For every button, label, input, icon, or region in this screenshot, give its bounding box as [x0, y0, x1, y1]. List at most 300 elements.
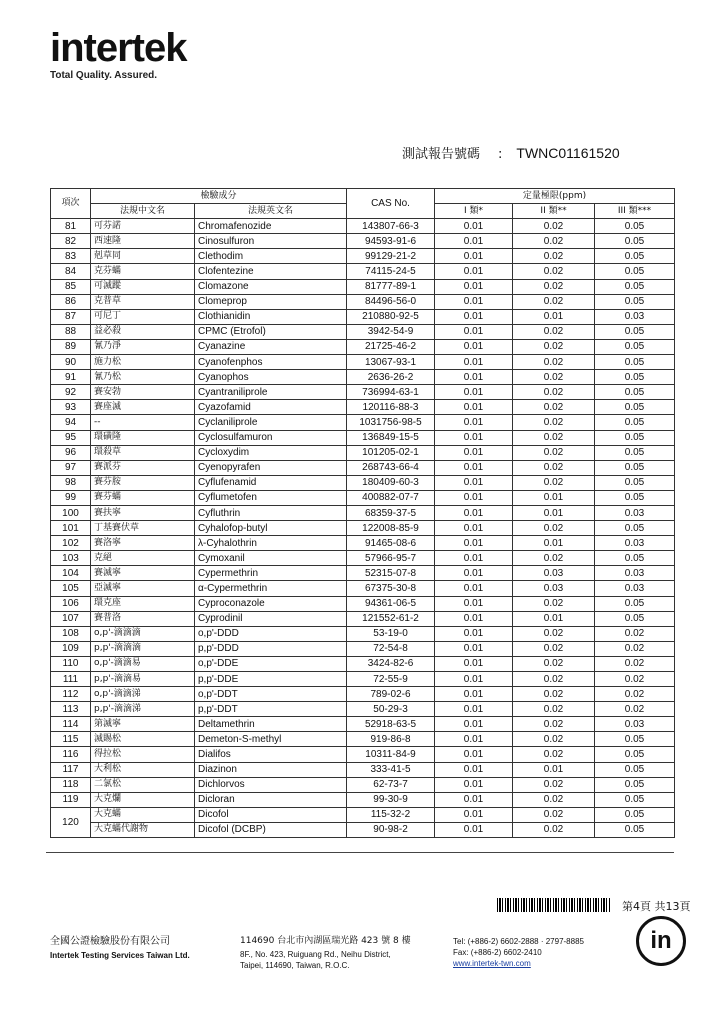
row-limit-2: 0.02 [513, 249, 595, 264]
row-limit-1: 0.01 [435, 792, 513, 807]
row-index: 101 [51, 521, 91, 536]
row-en-name: λ-Cyhalothrin [195, 536, 347, 551]
row-cn-name: 可滅蹤 [91, 279, 195, 294]
table-row [51, 536, 675, 551]
row-en-name: Cyenopyrafen [195, 460, 347, 475]
row-limit-1: 0.01 [435, 279, 513, 294]
row-limit-3: 0.05 [595, 324, 675, 339]
row-en-name: Cymoxanil [195, 551, 347, 566]
footer-address [240, 936, 411, 971]
row-cn-name: 克芬蟎 [91, 264, 195, 279]
row-limit-2: 0.02 [513, 777, 595, 792]
row-index: 99 [51, 490, 91, 505]
table-row [51, 415, 675, 430]
table-row [51, 234, 675, 249]
row-limit-2: 0.02 [513, 596, 595, 611]
row-limit-3: 0.05 [595, 445, 675, 460]
header-en-name: 法規英文名 [195, 204, 347, 219]
table-row [51, 445, 675, 460]
row-limit-3: 0.02 [595, 656, 675, 671]
table-row [51, 309, 675, 324]
company-name-en: Intertek Testing Services Taiwan Ltd. [50, 951, 190, 960]
row-index: 85 [51, 279, 91, 294]
row-index: 82 [51, 234, 91, 249]
row-cn-name: 克普草 [91, 294, 195, 309]
row-cn-name: 滅賜松 [91, 732, 195, 747]
row-limit-1: 0.01 [435, 309, 513, 324]
intertek-seal-icon: in [636, 916, 686, 966]
row-limit-1: 0.01 [435, 536, 513, 551]
row-en-name: Cyanofenphos [195, 355, 347, 370]
row-en-name: α-Cypermethrin [195, 581, 347, 596]
row-limit-3: 0.05 [595, 279, 675, 294]
row-en-name: Clomazone [195, 279, 347, 294]
row-limit-3: 0.05 [595, 475, 675, 490]
row-cas: 3424-82-6 [347, 656, 435, 671]
row-en-name: o,p'-DDE [195, 656, 347, 671]
address-zh: 114690 台北市內湖區瑞光路 423 號 8 樓 [240, 936, 411, 946]
table-row [51, 475, 675, 490]
row-cn-name: 大克爛 [91, 792, 195, 807]
row-limit-3: 0.02 [595, 626, 675, 641]
row-cas: 2636-26-2 [347, 370, 435, 385]
row-limit-1: 0.01 [435, 324, 513, 339]
row-cn-name: 賽座滅 [91, 400, 195, 415]
row-cas: 210880-92-5 [347, 309, 435, 324]
row-limit-1: 0.01 [435, 551, 513, 566]
row-cas: 13067-93-1 [347, 355, 435, 370]
row-cn-name: 西速隆 [91, 234, 195, 249]
intertek-logo [50, 28, 187, 81]
row-cn-name: 賽扶寧 [91, 505, 195, 520]
row-limit-3: 0.05 [595, 355, 675, 370]
row-index: 98 [51, 475, 91, 490]
row-index: 113 [51, 702, 91, 717]
row-limit-3: 0.05 [595, 400, 675, 415]
header-limit: 定量極限(ppm) [435, 189, 675, 204]
row-cn-name: 賽普洛 [91, 611, 195, 626]
row-cn-name: 賽派芬 [91, 460, 195, 475]
row-limit-3: 0.05 [595, 611, 675, 626]
row-limit-2: 0.02 [513, 641, 595, 656]
table-row [51, 672, 675, 687]
row-limit-2: 0.02 [513, 400, 595, 415]
row-en-name: p,p'-DDE [195, 672, 347, 687]
row-limit-3: 0.02 [595, 702, 675, 717]
row-limit-1: 0.01 [435, 581, 513, 596]
table-row [51, 792, 675, 807]
row-en-name: Cyflufenamid [195, 475, 347, 490]
row-index: 102 [51, 536, 91, 551]
row-limit-2: 0.01 [513, 536, 595, 551]
table-row [51, 249, 675, 264]
row-limit-1: 0.01 [435, 445, 513, 460]
table-row [51, 732, 675, 747]
row-cas: 10311-84-9 [347, 747, 435, 762]
table-row-120b [51, 822, 675, 837]
header-index: 項次 [51, 189, 91, 219]
table-row [51, 370, 675, 385]
row-limit-1: 0.01 [435, 732, 513, 747]
row-cas: 91465-08-6 [347, 536, 435, 551]
table-row [51, 264, 675, 279]
row-limit-2: 0.02 [513, 822, 595, 837]
row-cas: 122008-85-9 [347, 521, 435, 536]
row-en-name: o,p'-DDT [195, 687, 347, 702]
row-cas: 136849-15-5 [347, 430, 435, 445]
row-limit-1: 0.01 [435, 822, 513, 837]
table-row [51, 279, 675, 294]
analyte-table [50, 188, 675, 838]
row-cn-name: o,p'-滴滴滴 [91, 626, 195, 641]
row-en-name: Cyfluthrin [195, 505, 347, 520]
row-limit-1: 0.01 [435, 430, 513, 445]
row-limit-2: 0.02 [513, 445, 595, 460]
row-limit-2: 0.02 [513, 672, 595, 687]
table-row [51, 355, 675, 370]
row-limit-2: 0.02 [513, 219, 595, 234]
row-cas: 50-29-3 [347, 702, 435, 717]
row-cas: 74115-24-5 [347, 264, 435, 279]
row-limit-1: 0.01 [435, 475, 513, 490]
table-row [51, 460, 675, 475]
row-index: 112 [51, 687, 91, 702]
row-index: 106 [51, 596, 91, 611]
row-index: 118 [51, 777, 91, 792]
row-cas: 120116-88-3 [347, 400, 435, 415]
row-en-name: Deltamethrin [195, 717, 347, 732]
table-row [51, 385, 675, 400]
row-index: 89 [51, 339, 91, 354]
row-cas: 62-73-7 [347, 777, 435, 792]
row-limit-3: 0.02 [595, 687, 675, 702]
row-limit-1: 0.01 [435, 415, 513, 430]
table-row [51, 294, 675, 309]
row-index: 110 [51, 656, 91, 671]
row-limit-2: 0.01 [513, 762, 595, 777]
row-en-name: Cyanazine [195, 339, 347, 354]
row-en-name: Cypermethrin [195, 566, 347, 581]
row-limit-1: 0.01 [435, 294, 513, 309]
row-en-name: Clofentezine [195, 264, 347, 279]
table-row [51, 324, 675, 339]
row-limit-3: 0.05 [595, 521, 675, 536]
row-cas: 90-98-2 [347, 822, 435, 837]
row-cas: 94593-91-6 [347, 234, 435, 249]
row-cn-name: o,p'-滴滴涕 [91, 687, 195, 702]
row-limit-1: 0.01 [435, 370, 513, 385]
table-row [51, 687, 675, 702]
row-cas: 67375-30-8 [347, 581, 435, 596]
header-analyte: 檢驗成分 [91, 189, 347, 204]
table-row [51, 611, 675, 626]
row-limit-1: 0.01 [435, 566, 513, 581]
row-limit-3: 0.05 [595, 370, 675, 385]
row-en-name: Cycloxydim [195, 445, 347, 460]
address-en-line2: Taipei, 114690, Taiwan, R.O.C. [240, 961, 350, 970]
row-en-name: Dicloran [195, 792, 347, 807]
row-limit-1: 0.01 [435, 702, 513, 717]
row-limit-1: 0.01 [435, 249, 513, 264]
row-cas: 57966-95-7 [347, 551, 435, 566]
table-row [51, 339, 675, 354]
table-row [51, 626, 675, 641]
row-limit-3: 0.05 [595, 777, 675, 792]
row-index: 92 [51, 385, 91, 400]
row-index: 91 [51, 370, 91, 385]
row-limit-3: 0.05 [595, 385, 675, 400]
row-limit-3: 0.05 [595, 234, 675, 249]
website-link[interactable]: www.intertek-twn.com [453, 959, 531, 968]
table-body [51, 219, 675, 838]
row-limit-3: 0.02 [595, 672, 675, 687]
row-cas: 1031756-98-5 [347, 415, 435, 430]
logo-wordmark: intertek [50, 26, 187, 70]
row-cn-name: 賽滅寧 [91, 566, 195, 581]
row-limit-1: 0.01 [435, 339, 513, 354]
row-limit-2: 0.02 [513, 687, 595, 702]
row-limit-2: 0.02 [513, 385, 595, 400]
logo-tagline: Total Quality. Assured. [50, 70, 158, 81]
row-limit-3: 0.05 [595, 822, 675, 837]
row-cn-name: 克絕 [91, 551, 195, 566]
row-limit-2: 0.02 [513, 415, 595, 430]
row-cn-name: 丁基賽伏草 [91, 521, 195, 536]
row-limit-1: 0.01 [435, 656, 513, 671]
row-cn-name: 得拉松 [91, 747, 195, 762]
row-limit-3: 0.03 [595, 566, 675, 581]
row-cas: 94361-06-5 [347, 596, 435, 611]
row-limit-2: 0.02 [513, 792, 595, 807]
row-cas: 101205-02-1 [347, 445, 435, 460]
row-cn-name: 賽安勃 [91, 385, 195, 400]
row-limit-2: 0.01 [513, 490, 595, 505]
row-limit-3: 0.05 [595, 294, 675, 309]
row-limit-2: 0.02 [513, 324, 595, 339]
table-row [51, 641, 675, 656]
row-limit-1: 0.01 [435, 264, 513, 279]
row-cn-name: 亞滅寧 [91, 581, 195, 596]
row-en-name: CPMC (Etrofol) [195, 324, 347, 339]
row-index: 111 [51, 672, 91, 687]
row-index: 95 [51, 430, 91, 445]
row-en-name: o,p'-DDD [195, 626, 347, 641]
row-cas: 333-41-5 [347, 762, 435, 777]
row-en-name: Chromafenozide [195, 219, 347, 234]
row-limit-2: 0.02 [513, 279, 595, 294]
phone-number: Tel: (+886-2) 6602-2888 · 2797-8885 [453, 937, 584, 946]
row-index: 97 [51, 460, 91, 475]
row-limit-3: 0.05 [595, 792, 675, 807]
report-number-line [402, 143, 620, 162]
row-limit-2: 0.01 [513, 611, 595, 626]
row-cas: 115-32-2 [347, 807, 435, 822]
row-cas: 3942-54-9 [347, 324, 435, 339]
company-name-zh: 全國公證檢驗股份有限公司 [50, 936, 170, 947]
header-class-1: I 類* [435, 204, 513, 219]
row-limit-2: 0.02 [513, 264, 595, 279]
row-cas: 121552-61-2 [347, 611, 435, 626]
row-index: 108 [51, 626, 91, 641]
row-limit-1: 0.01 [435, 641, 513, 656]
row-en-name: Dicofol (DCBP) [195, 822, 347, 837]
row-cn-name: 賽芬蟎 [91, 490, 195, 505]
row-limit-3: 0.05 [595, 430, 675, 445]
row-limit-2: 0.02 [513, 234, 595, 249]
row-cas: 143807-66-3 [347, 219, 435, 234]
row-limit-3: 0.05 [595, 762, 675, 777]
table-row-120a [51, 807, 675, 822]
row-limit-2: 0.02 [513, 339, 595, 354]
row-en-name: p,p'-DDD [195, 641, 347, 656]
row-index: 116 [51, 747, 91, 762]
row-limit-2: 0.02 [513, 717, 595, 732]
row-en-name: Cyantraniliprole [195, 385, 347, 400]
row-en-name: Clomeprop [195, 294, 347, 309]
row-en-name: Cyazofamid [195, 400, 347, 415]
row-cn-name: 大利松 [91, 762, 195, 777]
row-index: 83 [51, 249, 91, 264]
row-limit-3: 0.05 [595, 264, 675, 279]
footer-contact [453, 936, 584, 969]
row-limit-1: 0.01 [435, 521, 513, 536]
row-index: 103 [51, 551, 91, 566]
row-index: 93 [51, 400, 91, 415]
row-cn-name: 施力松 [91, 355, 195, 370]
row-cn-name: -- [91, 415, 195, 430]
row-en-name: Dichlorvos [195, 777, 347, 792]
row-index: 88 [51, 324, 91, 339]
row-index: 84 [51, 264, 91, 279]
row-limit-1: 0.01 [435, 747, 513, 762]
row-cas: 72-54-8 [347, 641, 435, 656]
row-limit-2: 0.02 [513, 460, 595, 475]
table-row [51, 219, 675, 234]
row-limit-3: 0.05 [595, 551, 675, 566]
row-limit-2: 0.02 [513, 656, 595, 671]
row-limit-3: 0.03 [595, 309, 675, 324]
row-cas: 99129-21-2 [347, 249, 435, 264]
row-cas: 84496-56-0 [347, 294, 435, 309]
header-cas: CAS No. [347, 189, 435, 219]
row-cas: 789-02-6 [347, 687, 435, 702]
row-cn-name: 可芬諾 [91, 219, 195, 234]
row-cas: 52315-07-8 [347, 566, 435, 581]
row-limit-3: 0.05 [595, 415, 675, 430]
row-limit-1: 0.01 [435, 355, 513, 370]
report-number-value: TWNC01161520 [516, 145, 620, 161]
row-cn-name: 可尼丁 [91, 309, 195, 324]
row-en-name: Cyanophos [195, 370, 347, 385]
row-cn-name: 二氯松 [91, 777, 195, 792]
row-index: 104 [51, 566, 91, 581]
row-limit-1: 0.01 [435, 611, 513, 626]
row-cn-name: 環磺隆 [91, 430, 195, 445]
row-limit-3: 0.05 [595, 732, 675, 747]
report-number-label: 測試報告號碼 [402, 147, 481, 162]
row-limit-3: 0.03 [595, 505, 675, 520]
row-index: 105 [51, 581, 91, 596]
row-limit-2: 0.02 [513, 702, 595, 717]
row-index: 115 [51, 732, 91, 747]
row-limit-2: 0.01 [513, 505, 595, 520]
table-row [51, 566, 675, 581]
row-limit-2: 0.02 [513, 521, 595, 536]
row-limit-1: 0.01 [435, 505, 513, 520]
row-en-name: Cyhalofop-butyl [195, 521, 347, 536]
row-limit-2: 0.02 [513, 626, 595, 641]
row-limit-1: 0.01 [435, 687, 513, 702]
row-limit-3: 0.05 [595, 747, 675, 762]
row-en-name: Cyclaniliprole [195, 415, 347, 430]
row-index: 117 [51, 762, 91, 777]
table-row [51, 551, 675, 566]
row-limit-1: 0.01 [435, 400, 513, 415]
row-cn-name: p,p'-滴滴涕 [91, 702, 195, 717]
row-cas: 72-55-9 [347, 672, 435, 687]
row-limit-3: 0.05 [595, 807, 675, 822]
row-limit-2: 0.02 [513, 747, 595, 762]
row-cn-name: 大克蟎 [91, 807, 195, 822]
row-limit-3: 0.03 [595, 581, 675, 596]
footer-divider [46, 852, 674, 853]
row-index: 90 [51, 355, 91, 370]
table-row [51, 430, 675, 445]
row-cas: 53-19-0 [347, 626, 435, 641]
row-limit-2: 0.02 [513, 294, 595, 309]
row-index: 119 [51, 792, 91, 807]
row-limit-3: 0.05 [595, 339, 675, 354]
report-number-separator: : [498, 147, 503, 162]
row-limit-1: 0.01 [435, 626, 513, 641]
row-en-name: Clethodim [195, 249, 347, 264]
table-row [51, 505, 675, 520]
row-cn-name: o,p'-滴滴易 [91, 656, 195, 671]
row-limit-1: 0.01 [435, 717, 513, 732]
row-limit-2: 0.02 [513, 732, 595, 747]
row-limit-1: 0.01 [435, 672, 513, 687]
row-en-name: Cinosulfuron [195, 234, 347, 249]
row-limit-2: 0.02 [513, 551, 595, 566]
row-index: 86 [51, 294, 91, 309]
row-cn-name: p,p'-滴滴易 [91, 672, 195, 687]
barcode-image [497, 898, 611, 912]
row-limit-1: 0.01 [435, 596, 513, 611]
row-index: 81 [51, 219, 91, 234]
table-row [51, 521, 675, 536]
row-en-name: Cyprodinil [195, 611, 347, 626]
row-limit-2: 0.02 [513, 355, 595, 370]
row-limit-3: 0.05 [595, 460, 675, 475]
row-en-name: Cyclosulfamuron [195, 430, 347, 445]
row-en-name: Diazinon [195, 762, 347, 777]
row-limit-3: 0.05 [595, 596, 675, 611]
row-cn-name: 大克蟎代謝物 [91, 822, 195, 837]
row-cas: 180409-60-3 [347, 475, 435, 490]
row-limit-1: 0.01 [435, 219, 513, 234]
row-limit-3: 0.02 [595, 641, 675, 656]
table-row [51, 581, 675, 596]
row-en-name: Dialifos [195, 747, 347, 762]
row-index: 114 [51, 717, 91, 732]
row-limit-2: 0.03 [513, 581, 595, 596]
row-cn-name: 環克座 [91, 596, 195, 611]
row-limit-1: 0.01 [435, 385, 513, 400]
row-cn-name: p,p'-滴滴滴 [91, 641, 195, 656]
fax-number: Fax: (+886-2) 6602-2410 [453, 948, 542, 957]
row-limit-3: 0.03 [595, 717, 675, 732]
row-limit-2: 0.02 [513, 370, 595, 385]
